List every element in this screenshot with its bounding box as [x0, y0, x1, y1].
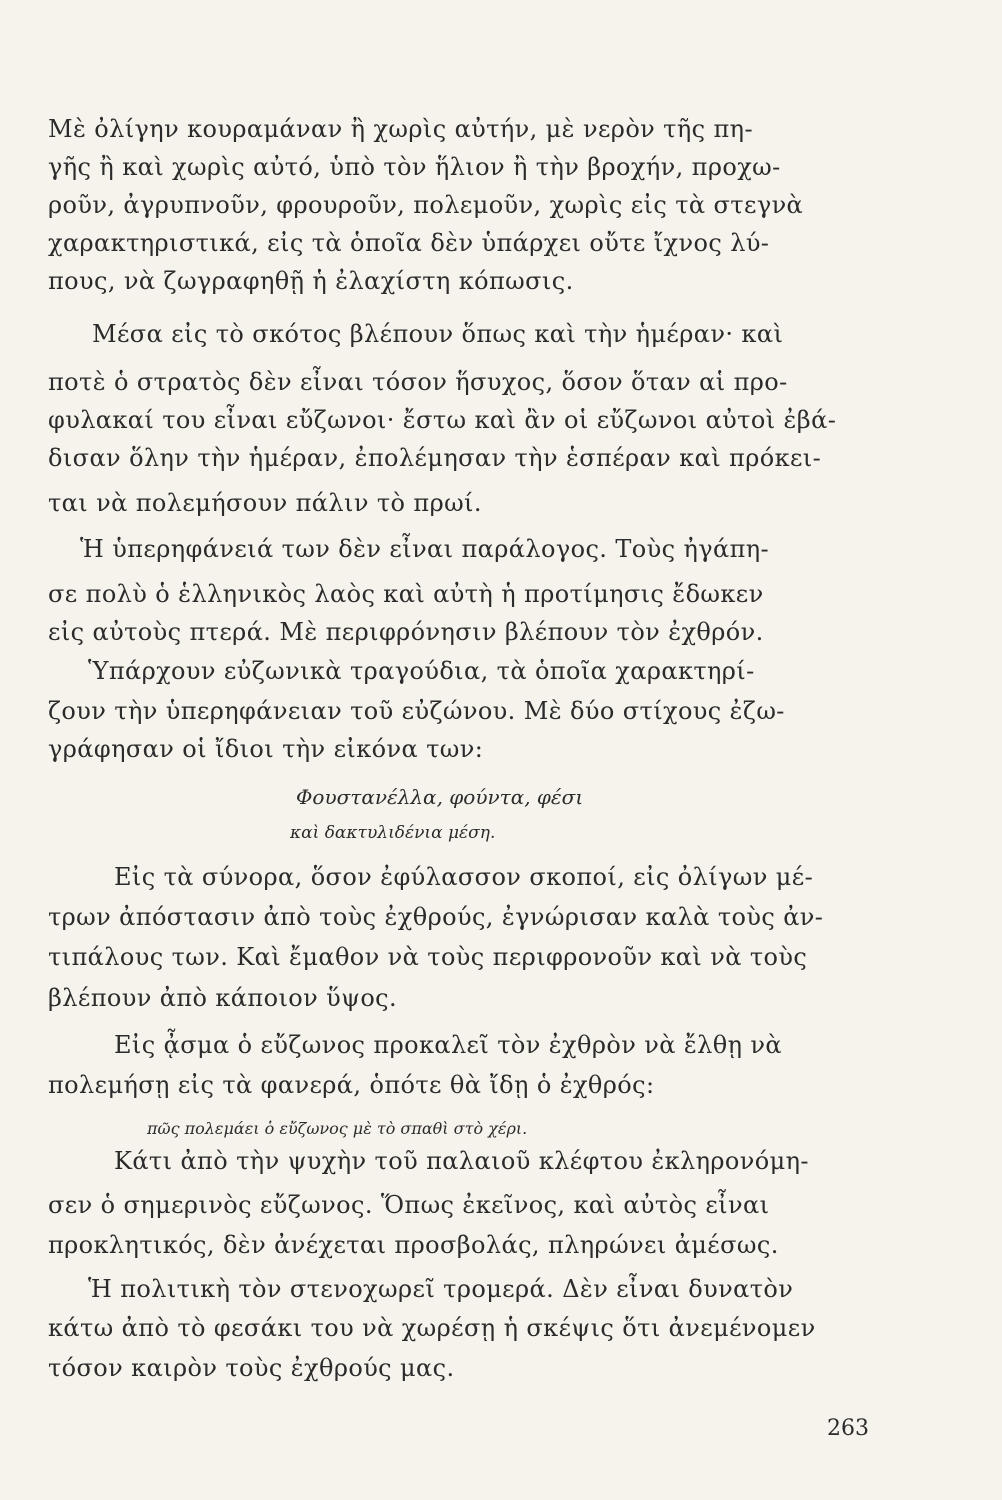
text-line: προκλητικός, δὲν ἀνέχεται προσβολάς, πληρώνει ἀμέσως.	[48, 1231, 779, 1259]
text-line: πολεμήσῃ εἰς τὰ φανερά, ὁπότε θὰ ἴδῃ ὁ ἐχθρός:	[48, 1071, 655, 1099]
text-line: Ἡ ὑπερηφάνειά των δὲν εἶναι παράλογος. Τοὺς ἠγάπη-	[80, 535, 770, 563]
text-line: τόσον καιρὸν τοὺς ἐχθρούς μας.	[48, 1354, 455, 1382]
text-line: Ὑπάρχουν εὐζωνικὰ τραγούδια, τὰ ὁποῖα χαρακτηρί-	[88, 657, 755, 685]
verse-line: Φουστανέλλα, φούντα, φέσι	[296, 785, 584, 809]
text-line: Ἡ πολιτικὴ τὸν στενοχωρεῖ τρομερά. Δὲν εἶναι δυνατὸν	[88, 1275, 794, 1303]
text-line: δισαν ὅλην τὴν ἡμέραν, ἐπολέμησαν τὴν ἑσπέραν καὶ πρόκει-	[48, 444, 822, 472]
text-line: χαρακτηριστικά, εἰς τὰ ὁποῖα δὲν ὑπάρχει οὔτε ἴχνος λύ-	[48, 229, 770, 257]
text-line: Κάτι ἀπὸ τὴν ψυχὴν τοῦ παλαιοῦ κλέφτου ἐκληρονόμη-	[114, 1147, 809, 1175]
text-line: τιπάλους των. Καὶ ἔμαθον νὰ τοὺς περιφρονοῦν καὶ νὰ τοὺς	[48, 943, 808, 971]
text-line: τρων ἀπόστασιν ἀπὸ τοὺς ἐχθρούς, ἐγνώρισαν καλὰ τοὺς ἀν-	[48, 903, 824, 931]
text-line: Εἰς τὰ σύνορα, ὅσον ἐφύλασσον σκοποί, εἰς ὀλίγων μέ-	[114, 863, 814, 891]
text-line: Εἰς ᾆσμα ὁ εὔζωνος προκαλεῖ τὸν ἐχθρὸν νὰ ἔλθῃ νὰ	[114, 1031, 782, 1059]
text-line: σε πολὺ ὁ ἑλληνικὸς λαὸς καὶ αὐτὴ ἡ προτίμησις ἔδωκεν	[48, 580, 764, 608]
verse-line: πῶς πολεμάει ὁ εὔζωνος μὲ τὸ σπαθὶ στὸ χέρι.	[147, 1119, 528, 1138]
text-line: κάτω ἀπὸ τὸ φεσάκι του νὰ χωρέσῃ ἡ σκέψις ὅτι ἀνεμένομεν	[48, 1314, 816, 1342]
verse-line: καὶ δακτυλιδένια μέση.	[290, 823, 496, 843]
text-line: σεν ὁ σημερινὸς εὔζωνος. Ὅπως ἐκεῖνος, καὶ αὐτὸς εἶναι	[48, 1191, 770, 1219]
text-line: Μέσα εἰς τὸ σκότος βλέπουν ὅπως καὶ τὴν ἡμέραν· καὶ	[92, 320, 784, 348]
text-line: Μὲ ὀλίγην κουραμάναν ἢ χωρὶς αὐτήν, μὲ νερὸν τῆς πη-	[48, 115, 753, 143]
text-line: ται νὰ πολεμήσουν πάλιν τὸ πρωί.	[48, 489, 482, 517]
text-line: ζουν τὴν ὑπερηφάνειαν τοῦ εὐζώνου. Μὲ δύο στίχους ἐζω-	[48, 697, 785, 725]
page-number: 263	[827, 1416, 869, 1441]
text-line: ποτὲ ὁ στρατὸς δὲν εἶναι τόσον ἥσυχος, ὅσον ὅταν αἱ προ-	[48, 368, 788, 396]
text-line: βλέπουν ἀπὸ κάποιον ὕψος.	[48, 984, 398, 1012]
text-line: πους, νὰ ζωγραφηθῇ ἡ ἐλαχίστη κόπωσις.	[48, 267, 574, 295]
text-line: εἰς αὐτοὺς πτερά. Μὲ περιφρόνησιν βλέπουν τὸν ἐχθρόν.	[48, 618, 764, 646]
text-line: ροῦν, ἀγρυπνοῦν, φρουροῦν, πολεμοῦν, χωρὶς εἰς τὰ στεγνὰ	[48, 191, 804, 219]
text-line: φυλακαί του εἶναι εὔζωνοι· ἔστω καὶ ἂν οἱ εὔζωνοι αὐτοὶ ἐβά-	[48, 406, 837, 434]
text-line: γράφησαν οἱ ἴδιοι τὴν εἰκόνα των:	[48, 735, 484, 763]
text-line: γῆς ἢ καὶ χωρὶς αὐτό, ὑπὸ τὸν ἥλιον ἢ τὴν βροχήν, προχω-	[48, 153, 781, 181]
